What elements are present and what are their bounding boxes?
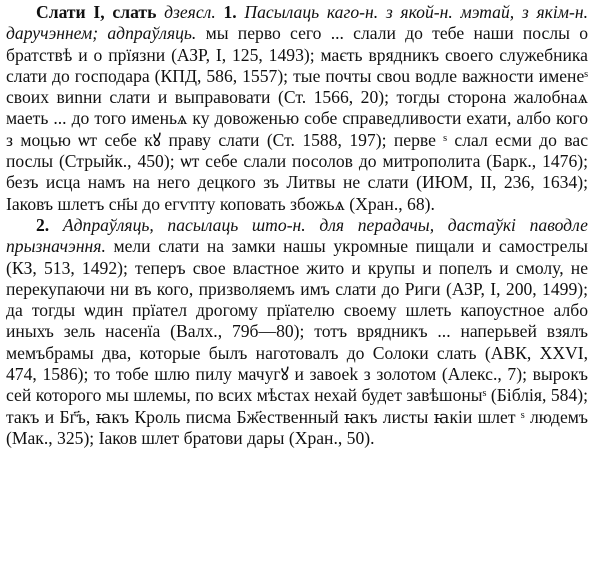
sense-definition: Адпраўляць, пасылаць што-н. для перадачы, дастаўкі паводле прызначэння. <box>6 214 588 257</box>
part-of-speech: дзеясл. <box>164 2 216 22</box>
sense-citations: мели слати на замки нашы укромные пищали и самострелы (КЗ, 513, 1492); теперъ свое властное жито и крупы и попелъ и смолу, не перекупаючи ни въ кого, призволяемъ имъ слати до Риги (АЗР, I, 200, 1499); да тогды ѡдин прїател дрогому прїателю своему шлеть капоустное албо иныхъ зель насенїа (Валх., 79б—80); тотъ врядникъ ... наперьвей взялъ мемъбрамы два, которые былъ наготовалъ до Солоки слать (АВК, XXVI, 474, 1586); то тобе шлю пилу мачугꙋ и завоеk з золотом (Алекс., 7); вырокъ сей которого мы шлемы, по всих мѣстах нехай будет завѣшоныˢ (Біблія, 584); такъ и Бг҃ъ, ꙗкъ Кроль писма Бж҃ественный ꙗкъ листы ꙗкіи шлет ˢ людемъ (Мак., 325); Іаков шлет братови дары (Хран., 50). <box>6 236 588 448</box>
sense-1-paragraph <box>6 2 588 215</box>
sense-number: 1. <box>223 2 237 22</box>
sense-citations: мы перво сего ... слали до тебе наши послы о братствѣ и о прїязни (АЗР, I, 125, 1493); маєть врядникъ своего служебника слати до господара (КПД, 586, 1557); тые почты своu водле важности именеˢ своих виnни слати и выправовати (Ст. 1566, 20); тогды сторона жалобнаѧ маеть ... до того именьѧ ку довоженью собе справедливости ехати, албо кого з моцью ѡт себе кꙋ праву слати (Ст. 1588, 197); перве ˢ слал есми до вас послы (Стрыйк., 450); ѡт себе слали посолов до митрополита (Барк., 1476); безъ исца намъ на него децкого зъ Литвы не слати (ИЮМ, II, 236, 1634); Іаковъ шлетъ сн҃ы до егѵпту коповать збожьѧ (Хран., 68). <box>6 23 588 214</box>
sense-2-paragraph <box>6 215 588 449</box>
dictionary-entry <box>6 2 588 449</box>
sense-definition: Пасылаць каго-н. з якой-н. мэтай, з якім-н. даручэннем; адпраўляць. <box>6 2 588 44</box>
sense-number: 2. <box>36 214 50 235</box>
headword: Слати I, слать <box>36 2 157 22</box>
